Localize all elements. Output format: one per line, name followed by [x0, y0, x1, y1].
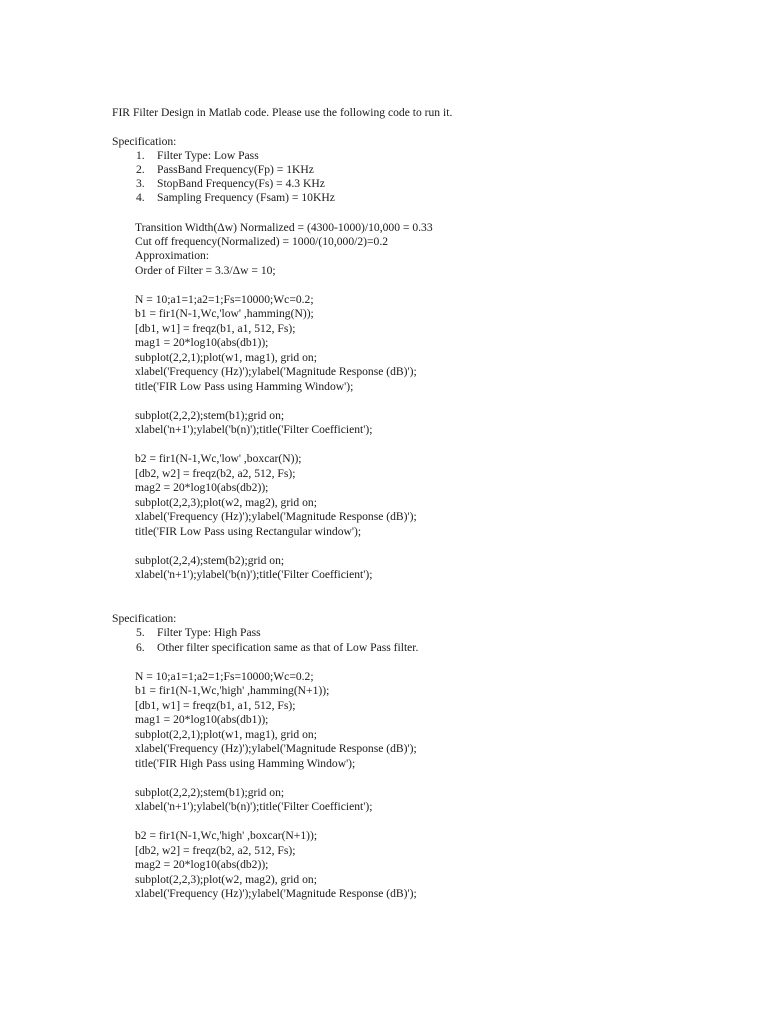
- calc-line: Order of Filter = 3.3/Δw = 10;: [135, 264, 276, 277]
- code-line: mag1 = 20*log10(abs(db1));: [135, 713, 269, 726]
- spec-item: Filter Type: Low Pass: [157, 149, 259, 162]
- code-line: b1 = fir1(N-1,Wc,'low' ,hamming(N));: [135, 307, 314, 320]
- code-line: [db1, w1] = freqz(b1, a1, 512, Fs);: [135, 699, 296, 712]
- spec-item: Filter Type: High Pass: [157, 626, 261, 639]
- code-line: xlabel('Frequency (Hz)');ylabel('Magnitude Response (dB)');: [135, 742, 417, 755]
- code-line: subplot(2,2,4);stem(b2);grid on;: [135, 554, 285, 567]
- code-line: b1 = fir1(N-1,Wc,'high' ,hamming(N+1));: [135, 684, 330, 697]
- code-line: xlabel('Frequency (Hz)');ylabel('Magnitude Response (dB)');: [135, 887, 417, 900]
- code-line: [db2, w2] = freqz(b2, a2, 512, Fs);: [135, 844, 296, 857]
- code-line: b2 = fir1(N-1,Wc,'high' ,boxcar(N+1));: [135, 829, 318, 842]
- code-line: subplot(2,2,2);stem(b1);grid on;: [135, 409, 285, 422]
- code-line: xlabel('n+1');ylabel('b(n)');title('Filter Coefficient');: [135, 568, 373, 581]
- code-line: subplot(2,2,3);plot(w2, mag2), grid on;: [135, 873, 317, 886]
- code-line: mag2 = 20*log10(abs(db2));: [135, 481, 269, 494]
- code-line: title('FIR Low Pass using Hamming Window');: [135, 380, 354, 393]
- intro-text: FIR Filter Design in Matlab code. Please use the following code to run it.: [112, 106, 453, 119]
- code-line: mag2 = 20*log10(abs(db2));: [135, 858, 269, 871]
- spec-heading: Specification:: [112, 135, 177, 148]
- code-line: b2 = fir1(N-1,Wc,'low' ,boxcar(N));: [135, 452, 302, 465]
- spec-item: Sampling Frequency (Fsam) = 10KHz: [157, 191, 335, 204]
- code-line: title('FIR High Pass using Hamming Window');: [135, 757, 356, 770]
- calc-line: Approximation:: [135, 249, 210, 262]
- code-line: xlabel('Frequency (Hz)');ylabel('Magnitude Response (dB)');: [135, 510, 417, 523]
- code-line: subplot(2,2,2);stem(b1);grid on;: [135, 786, 285, 799]
- spec-item-number: 3.: [136, 177, 145, 190]
- code-line: [db2, w2] = freqz(b2, a2, 512, Fs);: [135, 467, 296, 480]
- code-line: N = 10;a1=1;a2=1;Fs=10000;Wc=0.2;: [135, 670, 314, 683]
- spec-item-number: 1.: [136, 149, 145, 162]
- code-line: xlabel('Frequency (Hz)');ylabel('Magnitude Response (dB)');: [135, 365, 417, 378]
- spec-item: PassBand Frequency(Fp) = 1KHz: [157, 163, 314, 176]
- code-line: N = 10;a1=1;a2=1;Fs=10000;Wc=0.2;: [135, 293, 314, 306]
- spec-heading: Specification:: [112, 612, 177, 625]
- spec-item-number: 5.: [136, 626, 145, 639]
- code-line: subplot(2,2,1);plot(w1, mag1), grid on;: [135, 728, 317, 741]
- code-line: [db1, w1] = freqz(b1, a1, 512, Fs);: [135, 322, 296, 335]
- spec-item-number: 4.: [136, 191, 145, 204]
- spec-item: Other filter specification same as that of Low Pass filter.: [157, 641, 419, 654]
- code-line: mag1 = 20*log10(abs(db1));: [135, 336, 269, 349]
- spec-item-number: 2.: [136, 163, 145, 176]
- code-line: xlabel('n+1');ylabel('b(n)');title('Filter Coefficient');: [135, 800, 373, 813]
- spec-item-number: 6.: [136, 641, 145, 654]
- code-line: subplot(2,2,3);plot(w2, mag2), grid on;: [135, 496, 317, 509]
- calc-line: Cut off frequency(Normalized) = 1000/(10,000/2)=0.2: [135, 235, 389, 248]
- code-line: subplot(2,2,1);plot(w1, mag1), grid on;: [135, 351, 317, 364]
- calc-line: Transition Width(Δw) Normalized = (4300-1000)/10,000 = 0.33: [135, 221, 433, 234]
- spec-item: StopBand Frequency(Fs) = 4.3 KHz: [157, 177, 325, 190]
- code-line: xlabel('n+1');ylabel('b(n)');title('Filter Coefficient');: [135, 423, 373, 436]
- code-line: title('FIR Low Pass using Rectangular window');: [135, 525, 362, 538]
